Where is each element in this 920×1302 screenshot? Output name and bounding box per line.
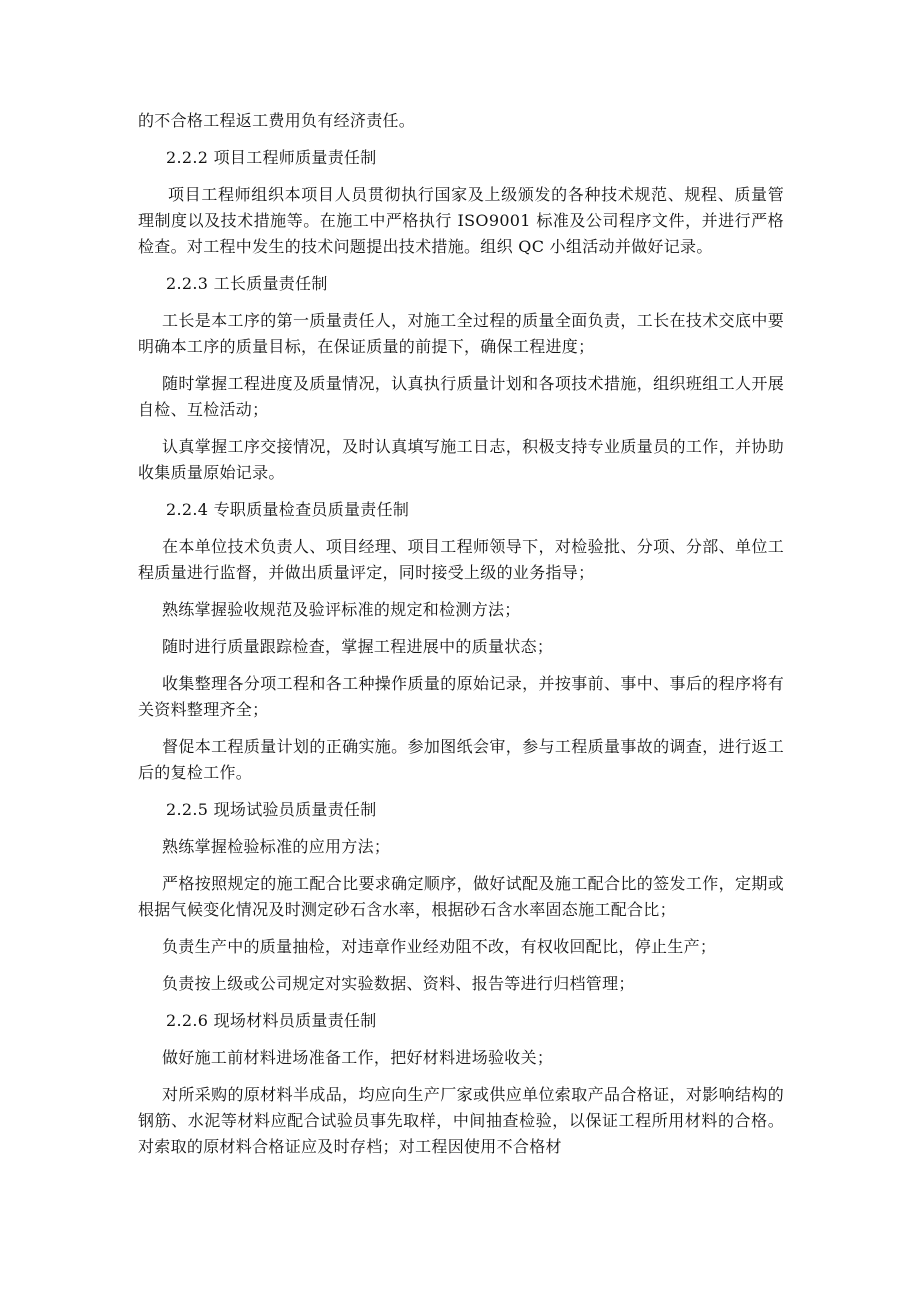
body-paragraph: 随时进行质量跟踪检查，掌握工程进展中的质量状态； [162,637,554,656]
body-paragraph: 收集整理各分项工程和各工种操作质量的原始记录，并按事前、事中、事后的程序将有关资料整理齐全； [138,674,784,719]
body-paragraph: 做好施工前材料进场准备工作，把好材料进场验收关； [162,1048,554,1067]
body-paragraph: 熟练掌握验收规范及验评标准的规定和检测方法； [162,600,521,619]
body-paragraph: 对所采购的原材料半成品，均应向生产厂家或供应单位索取产品合格证，对影响结构的钢筋、水泥等材料应配合试验员事先取样，中间抽查检验，以保证工程所用材料的合格。对索取的原材料合格证应及时存档；对工程因使用不合格材 [138,1085,784,1156]
body-paragraph: 项目工程师组织本项目人员贯彻执行国家及上级颁发的各种技术规范、规程、质量管理制度以及技术措施等。在施工中严格执行 ISO9001 标准及公司程序文件，并进行严格检查。对工程中发生的技术问题提出技术措施。组织 QC 小组活动并做好记录。 [138,185,784,256]
body-paragraph: 督促本工程质量计划的正确实施。参加图纸会审，参与工程质量事故的调查，进行返工后的复检工作。 [138,737,784,782]
body-paragraph: 严格按照规定的施工配合比要求确定顺序，做好试配及施工配合比的签发工作，定期或根据气候变化情况及时测定砂石含水率，根据砂石含水率固态施工配合比； [138,874,784,919]
body-paragraph: 认真掌握工序交接情况，及时认真填写施工日志，积极支持专业质量员的工作，并协助收集质量原始记录。 [138,437,784,482]
section-heading-2-2-2: 2.2.2 项目工程师质量责任制 [166,148,377,167]
body-paragraph: 在本单位技术负责人、项目经理、项目工程师领导下，对检验批、分项、分部、单位工程质量进行监督，并做出质量评定，同时接受上级的业务指导； [138,537,784,582]
section-heading-2-2-3: 2.2.3 工长质量责任制 [166,274,328,293]
body-paragraph: 随时掌握工程进度及质量情况，认真执行质量计划和各项技术措施，组织班组工人开展自检、互检活动； [138,374,784,419]
body-paragraph: 工长是本工序的第一质量责任人，对施工全过程的质量全面负责，工长在技术交底中要明确本工序的质量目标，在保证质量的前提下，确保工程进度； [138,311,784,356]
body-paragraph: 负责按上级或公司规定对实验数据、资料、报告等进行归档管理； [162,974,635,993]
continuation-paragraph: 的不合格工程返工费用负有经济责任。 [138,111,416,130]
section-heading-2-2-6: 2.2.6 现场材料员质量责任制 [166,1011,377,1030]
section-heading-2-2-5: 2.2.5 现场试验员质量责任制 [166,800,377,819]
body-paragraph: 熟练掌握检验标准的应用方法； [162,837,391,856]
body-paragraph: 负责生产中的质量抽检，对违章作业经劝阻不改，有权收回配比，停止生产； [162,937,717,956]
section-heading-2-2-4: 2.2.4 专职质量检查员质量责任制 [166,500,410,519]
document-body [138,108,784,1171]
